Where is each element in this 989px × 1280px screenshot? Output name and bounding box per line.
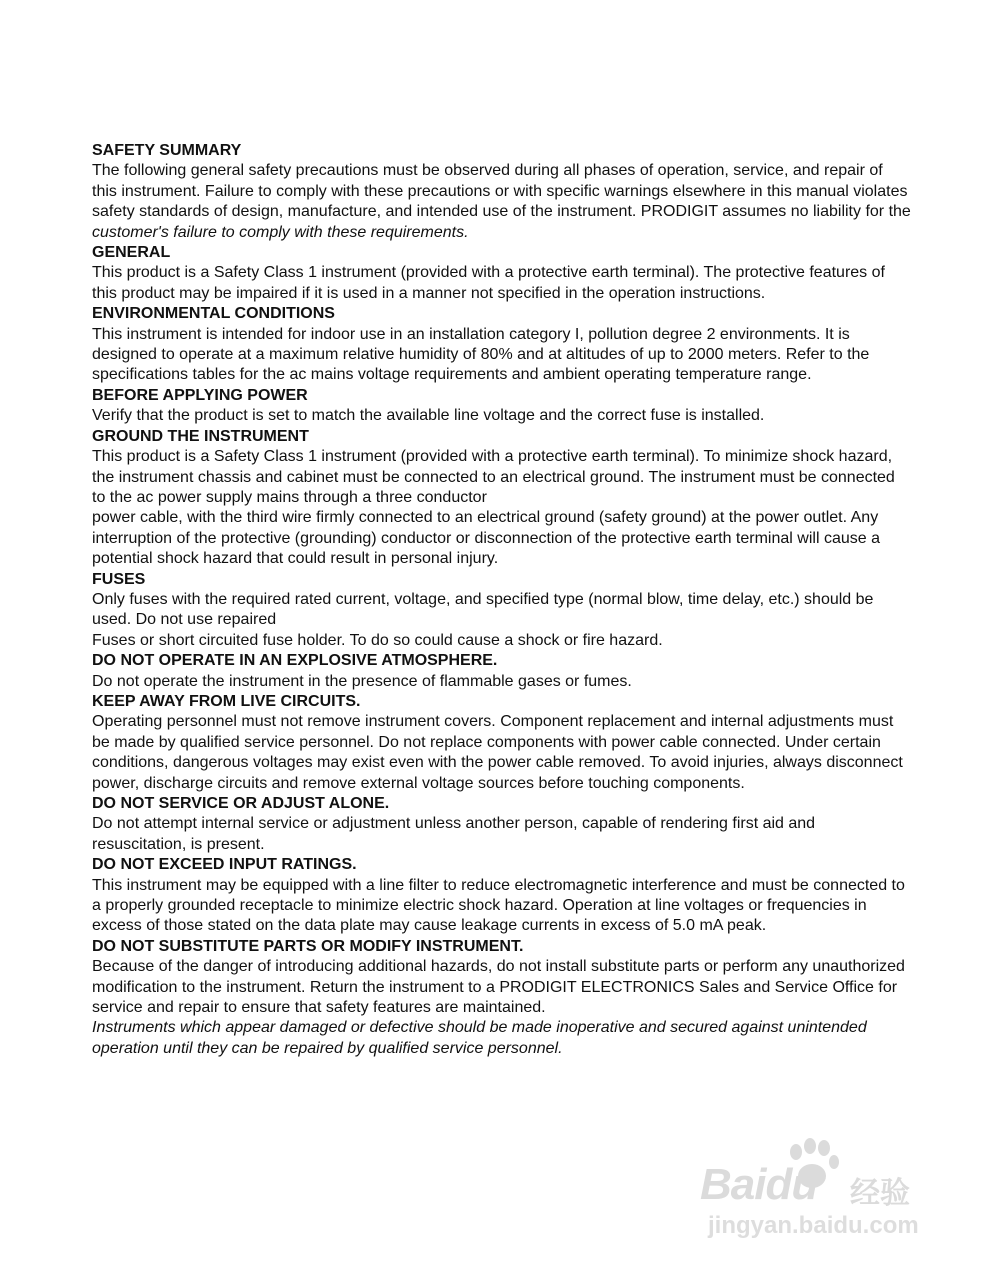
heading-safety-summary: SAFETY SUMMARY (92, 142, 242, 159)
safety-summary-text: The following general safety precautions must be observed during all phases of operation, service, and repair of this instrument. Failure to comply with these precautions or with specific warnings elsewhere in this manual violates safety standards of design, manufacture, and intended use of the instrument. PRODIGIT assumes no liability for the (92, 162, 911, 221)
heading-before-applying-power: BEFORE APPLYING POWER (92, 386, 308, 404)
paragraph-substitute-parts-italic: Instruments which appear damaged or defective should be made inoperative and secured against unintended operation until they can be repaired by qualified service personnel. (92, 1019, 867, 1057)
paragraph-fuses-1: Only fuses with the required rated current, voltage, and specified type (normal blow, time delay, etc.) should be used. Do not use repaired (92, 590, 874, 629)
heading-environmental-conditions: ENVIRONMENTAL CONDITIONS (92, 305, 335, 323)
paragraph-input-ratings: This instrument may be equipped with a line filter to reduce electromagnetic interference and must be connected to a properly grounded receptacle to minimize electric shock hazard. Operation at line voltages or frequencies in excess of those stated on the data plate may cause leakage currents in excess of 5.0 mA peak. (92, 876, 905, 935)
paragraph-general: This product is a Safety Class 1 instrument (provided with a protective earth terminal). The protective features of this product may be impaired if it is used in a manner not specified in the operation instructions. (92, 264, 885, 302)
watermark-url: jingyan.baidu.com (708, 1212, 919, 1239)
paragraph-before-applying-power: Verify that the product is set to match the available line voltage and the correct fuse is installed. (92, 407, 765, 425)
paragraph-ground-the-instrument-1: This product is a Safety Class 1 instrument (provided with a protective earth terminal). To minimize shock hazard, the instrument chassis and cabinet must be connected to an electrical ground. The instrument must be connected to the ac power supply mains through a three conductor (92, 448, 895, 506)
paragraph-service-alone: Do not attempt internal service or adjustment unless another person, capable of rendering first aid and resuscitation, is present. (92, 815, 816, 853)
paragraph-safety-summary (92, 161, 912, 243)
safety-summary-italic: customer's failure to comply with these requirements. (92, 223, 469, 241)
heading-general: GENERAL (92, 244, 171, 262)
heading-substitute-parts: DO NOT SUBSTITUTE PARTS OR MODIFY INSTRUMENT. (92, 937, 524, 955)
paragraph-substitute-parts: Because of the danger of introducing additional hazards, do not install substitute parts or perform any unauthorized modification to the instrument. Return the instrument to a PRODIGIT ELECTRONICS Sales and Service Office for service and repair to ensure that safety features are maintained. (92, 958, 905, 1017)
paragraph-environmental-conditions: This instrument is intended for indoor use in an installation category I, pollution degree 2 environments. It is designed to operate at a maximum relative humidity of 80% and at altitudes of up to 2000 meters. Refer to the specifications tables for the ac mains voltage requirements and ambient operating temperature range. (92, 325, 870, 384)
paw-icon (782, 1138, 842, 1194)
watermark-cn: 经验 (850, 1177, 910, 1210)
heading-live-circuits: KEEP AWAY FROM LIVE CIRCUITS. (92, 692, 361, 710)
paragraph-live-circuits: Operating personnel must not remove instrument covers. Component replacement and internal adjustments must be made by qualified service personnel. Do not replace components with power cable connected. Under certain conditions, dangerous voltages may exist even with the power cable removed. To avoid injuries, always disconnect power, discharge circuits and remove external voltage sources before touching components. (92, 713, 903, 792)
paragraph-ground-the-instrument-2: power cable, with the third wire firmly connected to an electrical ground (safety ground) at the power outlet. Any interruption of the protective (grounding) conductor or disconnection of the protective earth terminal will cause a potential shock hazard that could result in personal injury. (92, 509, 880, 568)
document-body (92, 141, 912, 1059)
watermark-brand: Baidu (700, 1160, 818, 1209)
heading-input-ratings: DO NOT EXCEED INPUT RATINGS. (92, 856, 357, 874)
heading-explosive-atmosphere: DO NOT OPERATE IN AN EXPLOSIVE ATMOSPHERE. (92, 652, 498, 670)
heading-ground-the-instrument: GROUND THE INSTRUMENT (92, 427, 309, 445)
paragraph-fuses-2: Fuses or short circuited fuse holder. To do so could cause a shock or fire hazard. (92, 631, 663, 649)
paragraph-explosive-atmosphere: Do not operate the instrument in the presence of flammable gases or fumes. (92, 672, 632, 690)
heading-fuses: FUSES (92, 570, 146, 588)
baidu-watermark (700, 1138, 940, 1248)
heading-service-alone: DO NOT SERVICE OR ADJUST ALONE. (92, 795, 390, 812)
